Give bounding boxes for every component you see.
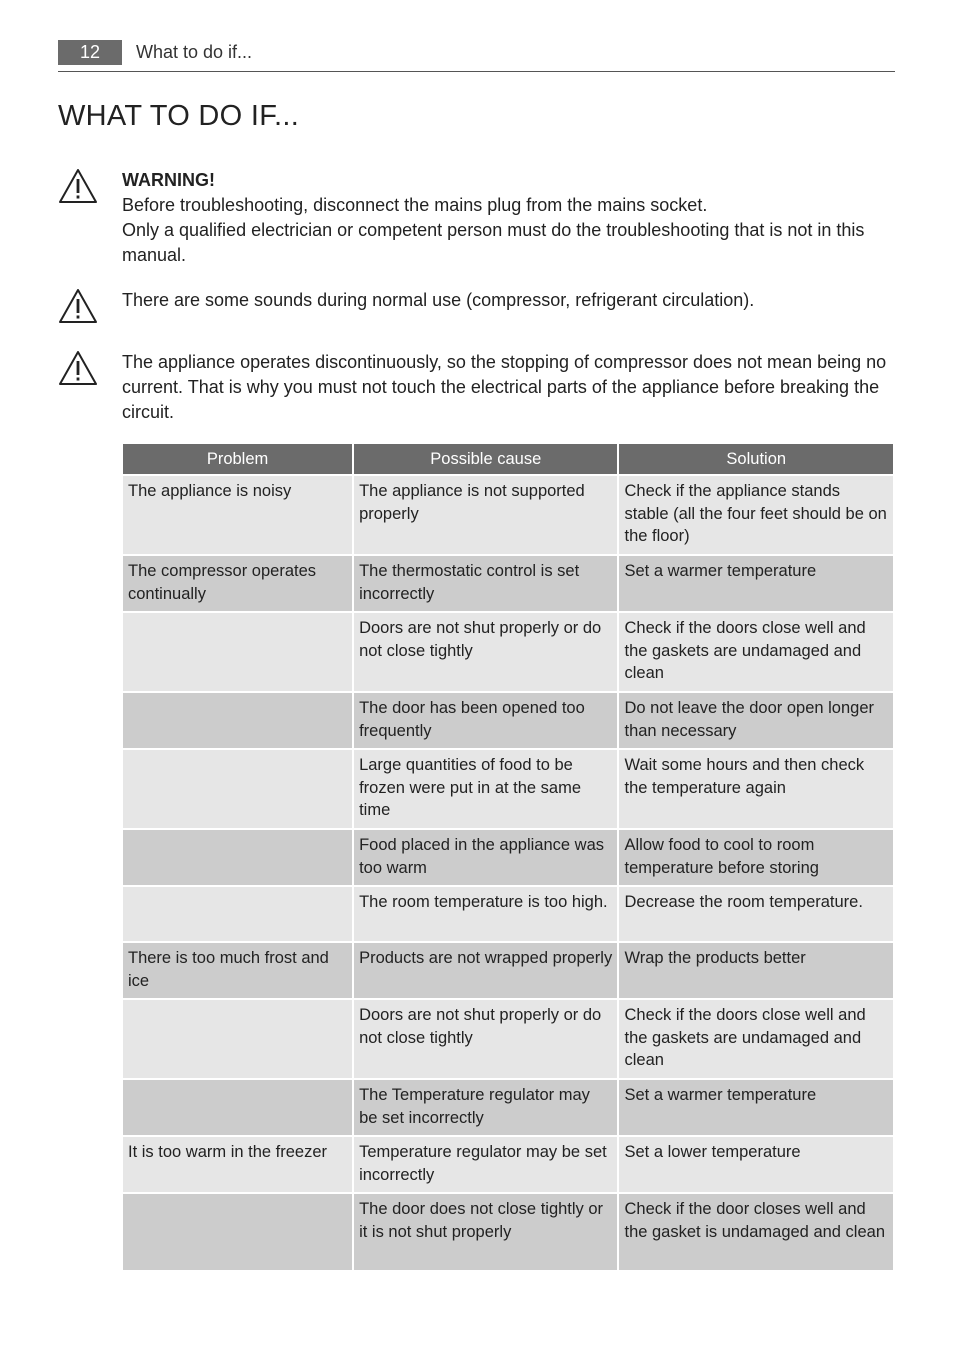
cell-cause: Food placed in the appliance was too warm	[354, 830, 617, 885]
cell-solution: Check if the door closes well and the gasket is undamaged and clean	[619, 1194, 893, 1270]
table-row	[123, 830, 893, 885]
table-row	[123, 1080, 893, 1135]
column-header-cause: Possible cause	[354, 444, 617, 474]
cell-cause: Doors are not shut properly or do not close tightly	[354, 1000, 617, 1078]
note-text: There are some sounds during normal use (compressor, refrigerant circulation).	[122, 290, 755, 310]
table-row	[123, 750, 893, 828]
cell-cause: Products are not wrapped properly	[354, 943, 617, 998]
cell-solution: Set a lower temperature	[619, 1137, 893, 1192]
table-row	[123, 693, 893, 748]
column-header-problem: Problem	[123, 444, 352, 474]
warning-triangle-icon	[58, 288, 98, 324]
cell-cause: The appliance is not supported properly	[354, 476, 617, 554]
table-row	[123, 476, 893, 554]
cell-problem	[123, 1194, 352, 1270]
cell-cause: The door has been opened too frequently	[354, 693, 617, 748]
troubleshooting-table	[121, 442, 895, 1272]
cell-problem	[123, 1080, 352, 1135]
cell-solution: Decrease the room temperature.	[619, 887, 893, 941]
page-header	[58, 40, 895, 72]
cell-solution: Check if the appliance stands stable (all the four feet should be on the floor)	[619, 476, 893, 554]
page-number: 12	[58, 40, 122, 65]
warning-heading: WARNING!	[122, 170, 215, 190]
cell-problem	[123, 613, 352, 691]
cell-solution: Wait some hours and then check the temperature again	[619, 750, 893, 828]
warning-triangle-icon	[58, 168, 98, 204]
cell-problem: The appliance is noisy	[123, 476, 352, 554]
cell-cause: The room temperature is too high.	[354, 887, 617, 941]
cell-solution: Allow food to cool to room temperature before storing	[619, 830, 893, 885]
table-row	[123, 887, 893, 941]
table-row	[123, 556, 893, 611]
table-header-row	[123, 444, 893, 474]
cell-cause: Temperature regulator may be set incorrectly	[354, 1137, 617, 1192]
table-row	[123, 613, 893, 691]
cell-solution: Wrap the products better	[619, 943, 893, 998]
cell-problem	[123, 1000, 352, 1078]
warning-line: Before troubleshooting, disconnect the mains plug from the mains socket.	[122, 195, 708, 215]
cell-problem	[123, 830, 352, 885]
cell-problem: There is too much frost and ice	[123, 943, 352, 998]
warning-text	[122, 168, 898, 268]
cell-solution: Check if the doors close well and the gaskets are undamaged and clean	[619, 1000, 893, 1078]
cell-cause: The door does not close tightly or it is not shut properly	[354, 1194, 617, 1270]
note-text: The appliance operates discontinuously, so the stopping of compressor does not mean being no current. That is why you must not touch the electrical parts of the appliance before breaking the circuit.	[122, 352, 887, 422]
cell-cause: Large quantities of food to be frozen were put in at the same time	[354, 750, 617, 828]
table-row	[123, 1194, 893, 1270]
cell-cause: Doors are not shut properly or do not close tightly	[354, 613, 617, 691]
warning-triangle-icon	[58, 350, 98, 386]
cell-solution: Set a warmer temperature	[619, 1080, 893, 1135]
cell-problem: It is too warm in the freezer	[123, 1137, 352, 1192]
cell-cause: The Temperature regulator may be set incorrectly	[354, 1080, 617, 1135]
cell-problem: The compressor operates continually	[123, 556, 352, 611]
cell-solution: Set a warmer temperature	[619, 556, 893, 611]
section-title: What to do if...	[136, 42, 253, 62]
column-header-solution: Solution	[619, 444, 893, 474]
table-row	[123, 943, 893, 998]
cell-problem	[123, 750, 352, 828]
cell-problem	[123, 887, 352, 941]
table-row	[123, 1000, 893, 1078]
cell-solution: Do not leave the door open longer than necessary	[619, 693, 893, 748]
warning-line: Only a qualified electrician or competent person must do the troubleshooting that is not in this manual.	[122, 220, 865, 265]
table-row	[123, 1137, 893, 1192]
page-title: WHAT TO DO IF...	[58, 100, 300, 132]
cell-cause: The thermostatic control is set incorrectly	[354, 556, 617, 611]
cell-solution: Check if the doors close well and the gaskets are undamaged and clean	[619, 613, 893, 691]
cell-problem	[123, 693, 352, 748]
